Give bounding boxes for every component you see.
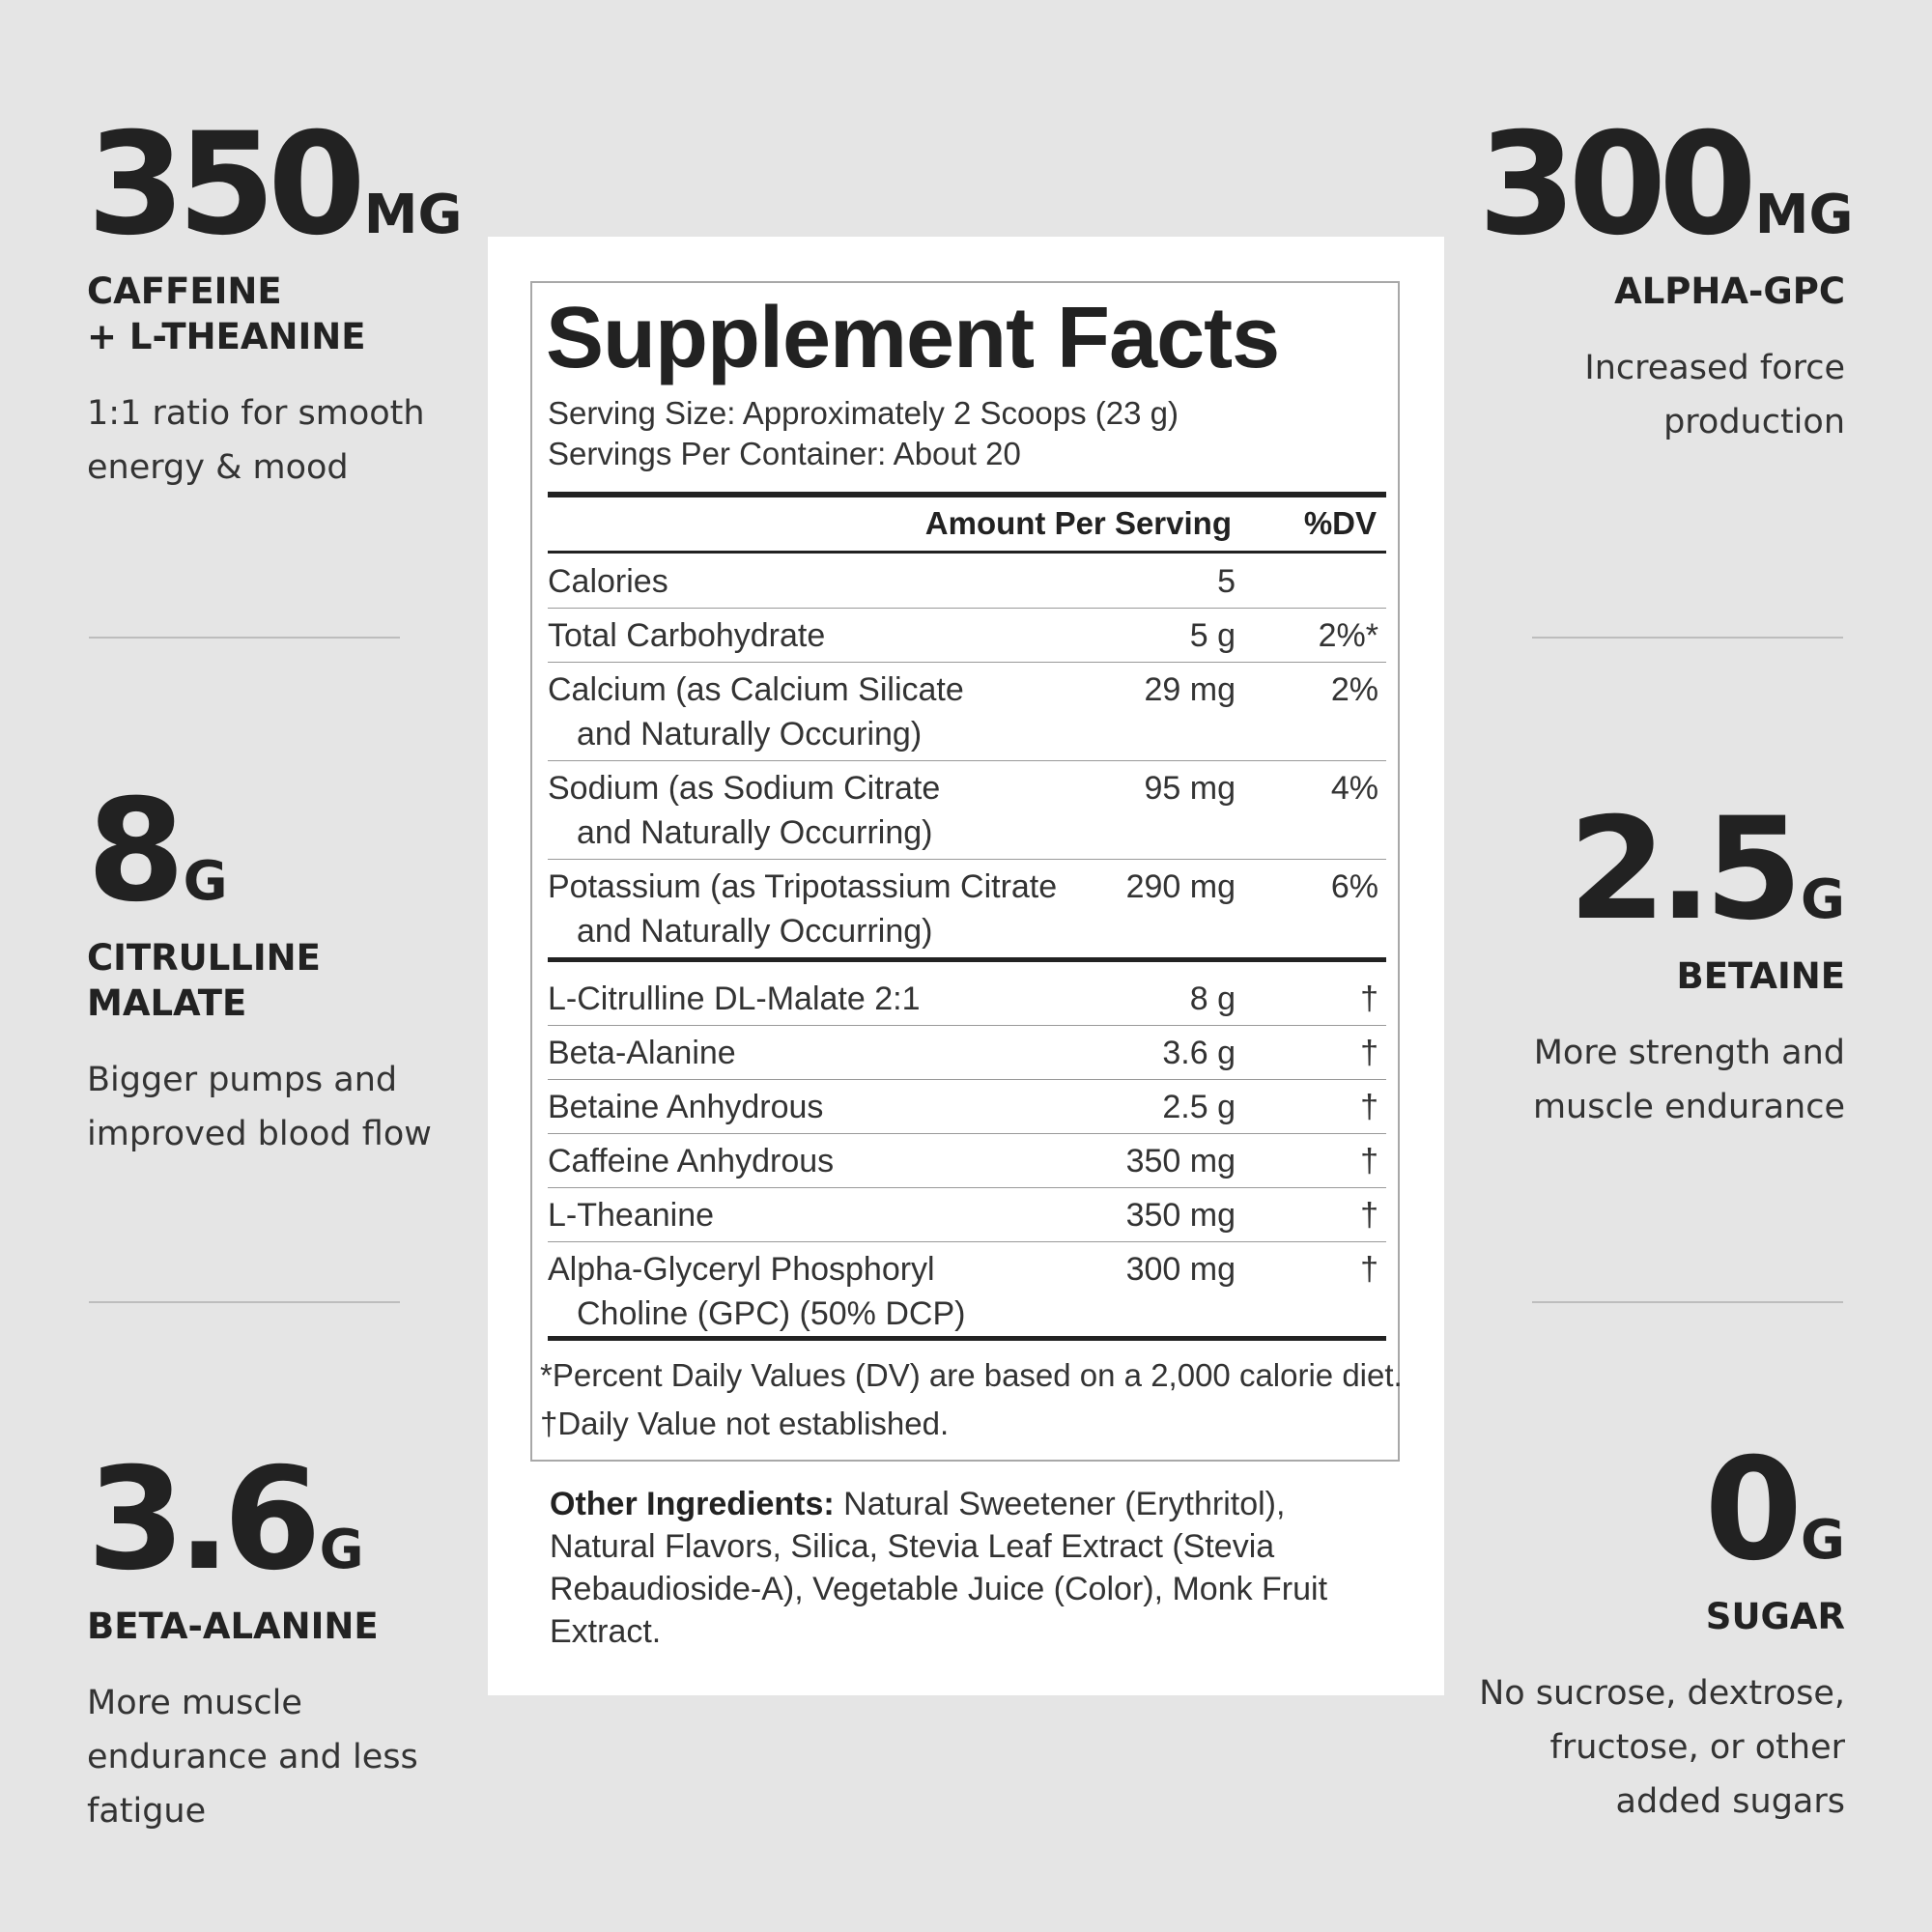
divider (89, 637, 400, 639)
stat-caffeine (87, 102, 463, 495)
stat-value: 2.5 G (1568, 787, 1845, 952)
thick-rule (548, 492, 1386, 497)
stat-label: CAFFEINE + L-THEANINE (87, 270, 366, 357)
stat-value: 0 G (1704, 1428, 1845, 1592)
nutrient-dv: 4% (1330, 770, 1378, 807)
other-ingredients (550, 1483, 1380, 1653)
nutrient-dv: † (1360, 1143, 1378, 1179)
other-ingredients-label: Other Ingredients: (550, 1486, 835, 1522)
servings-per-container: Servings Per Container: About 20 (548, 436, 1021, 471)
stat-unit: G (183, 850, 228, 913)
thick-rule (548, 957, 1386, 962)
nutrient-dv: 2%* (1318, 617, 1378, 654)
stat-label: CITRULLINE MALATE (87, 937, 321, 1024)
stat-description: Increased force production (1584, 349, 1845, 441)
other-ingredients-text: Natural Sweetener (Erythritol), Natural Flavors, Silica, Stevia Leaf Extract (Stevia Rebaudioside-A), Vegetable Juice (Color), Monk Fruit Extract. (550, 1486, 1328, 1650)
stat-label: BETA-ALANINE (87, 1605, 379, 1647)
supplement-facts-table (530, 281, 1403, 1462)
stat-unit: MG (1754, 184, 1854, 246)
nutrient-dv: † (1360, 980, 1378, 1017)
nutrient-dv: 6% (1330, 868, 1378, 905)
nutrient-name: Beta-Alanine (548, 1035, 736, 1071)
nutrient-name: Calcium (as Calcium Silicate and Naturally Occuring) (548, 671, 964, 753)
thick-rule (548, 1336, 1386, 1341)
stat-label: ALPHA-GPC (1614, 270, 1845, 312)
stat-unit: G (319, 1519, 364, 1581)
divider (1532, 1301, 1843, 1303)
stat-value: 300 MG (1478, 102, 1854, 267)
stat-citrulline (87, 769, 454, 1161)
stat-label: SUGAR (1705, 1596, 1845, 1637)
nutrient-amount: 5 (1217, 563, 1236, 600)
footnote-dv: *Percent Daily Values (DV) are based on a 2,000 calorie diet. (540, 1357, 1403, 1393)
dv-header: %DV (1303, 505, 1377, 541)
stat-beta-alanine (87, 1437, 454, 1838)
nutrient-amount: 8 g (1189, 980, 1236, 1017)
nutrient-dv: 2% (1330, 671, 1378, 708)
nutrient-name: Sodium (as Sodium Citrate and Naturally Occurring) (548, 770, 941, 851)
divider (89, 1301, 400, 1303)
nutrient-name: L-Theanine (548, 1197, 715, 1234)
nutrient-amount: 350 mg (1125, 1197, 1236, 1234)
nutrient-dv: † (1360, 1089, 1378, 1125)
nutrient-dv: † (1360, 1035, 1378, 1071)
divider (1532, 637, 1843, 639)
nutrient-name: Alpha-Glyceryl Phosphoryl Choline (GPC) (50% DCP) (548, 1251, 966, 1332)
serving-size: Serving Size: Approximately 2 Scoops (23 g) (548, 395, 1179, 431)
stat-value: 350 MG (87, 102, 463, 267)
nutrient-dv: † (1360, 1197, 1378, 1234)
stat-label: BETAINE (1676, 955, 1845, 997)
stat-description: 1:1 ratio for smooth energy & mood (87, 394, 425, 487)
nutrient-amount: 290 mg (1125, 868, 1236, 905)
nutrient-name: Total Carbohydrate (548, 617, 826, 654)
stat-value: 3.6 G (87, 1437, 364, 1602)
stat-betaine (1478, 787, 1845, 1134)
nutrient-name: Caffeine Anhydrous (548, 1143, 835, 1179)
nutrient-amount: 3.6 g (1162, 1035, 1236, 1071)
stat-description: No sucrose, dextrose, fructose, or other added sugars (1479, 1674, 1845, 1821)
supplement-facts-panel (488, 237, 1444, 1695)
row-divider (548, 859, 1386, 860)
stat-value: 8 G (87, 769, 228, 933)
row-divider (548, 608, 1386, 609)
nutrient-amount: 350 mg (1125, 1143, 1236, 1179)
row-divider (548, 662, 1386, 663)
row-divider (548, 1241, 1386, 1242)
nutrient-name: L-Citrulline DL-Malate 2:1 (548, 980, 921, 1017)
footnote-dagger: †Daily Value not established. (540, 1406, 950, 1441)
amount-per-serving-header: Amount Per Serving (924, 505, 1232, 541)
stat-unit: MG (363, 184, 463, 246)
stat-alpha-gpc (1478, 102, 1854, 449)
row-divider (548, 1133, 1386, 1134)
nutrient-amount: 300 mg (1125, 1251, 1236, 1288)
stat-description: More strength and muscle endurance (1532, 1034, 1845, 1126)
nutrient-amount: 2.5 g (1162, 1089, 1236, 1125)
nutrient-name: Calories (548, 563, 668, 600)
nutrient-amount: 29 mg (1144, 671, 1236, 708)
stat-description: More muscle endurance and less fatigue (87, 1684, 418, 1831)
facts-title: Supplement Facts (546, 290, 1280, 386)
stat-unit: G (1801, 1509, 1845, 1572)
nutrient-dv: † (1360, 1251, 1378, 1288)
row-divider (548, 1079, 1386, 1080)
stat-unit: G (1801, 868, 1845, 931)
stat-description: Bigger pumps and improved blood flow (87, 1061, 432, 1153)
nutrient-name: Betaine Anhydrous (548, 1089, 824, 1125)
nutrient-name: Potassium (as Tripotassium Citrate and Naturally Occurring) (548, 868, 1058, 950)
nutrient-amount: 95 mg (1144, 770, 1236, 807)
row-divider (548, 1025, 1386, 1026)
rule (548, 551, 1386, 554)
nutrient-amount: 5 g (1189, 617, 1236, 654)
row-divider (548, 760, 1386, 761)
row-divider (548, 1187, 1386, 1188)
stat-sugar (1478, 1428, 1845, 1829)
